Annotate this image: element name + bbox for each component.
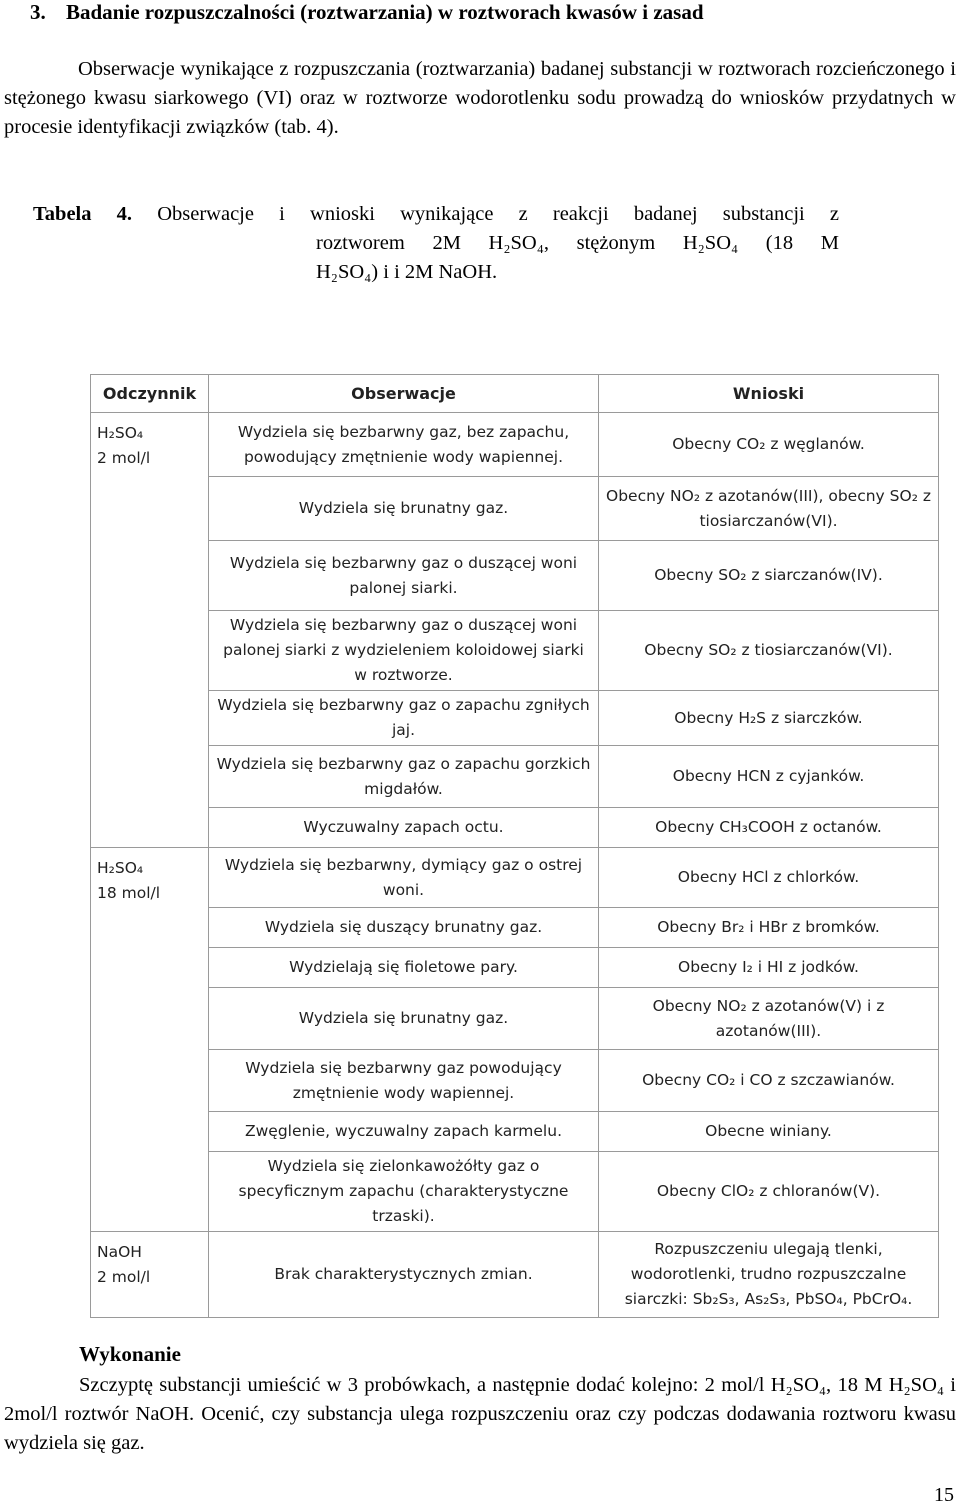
table-row xyxy=(91,848,939,908)
conclusion-cell: Obecny NO₂ z azotanów(III), obecny SO₂ z tiosiarczanów(VI). xyxy=(599,477,939,541)
table-row xyxy=(91,908,939,948)
observation-cell: Wydziela się brunatny gaz. xyxy=(209,988,599,1050)
conclusion-cell: Obecne winiany. xyxy=(599,1112,939,1152)
table-row xyxy=(91,691,939,746)
header-conclusions: Wnioski xyxy=(599,375,939,413)
table-caption xyxy=(33,200,839,287)
reagent-concentration: 2 mol/l xyxy=(97,1268,151,1286)
reagent-cell-conc xyxy=(91,848,209,1232)
header-observations: Obserwacje xyxy=(209,375,599,413)
execution-paragraph: Szczyptę substancji umieścić w 3 probówkach, a następnie dodać kolejno: 2 mol/l H₂SO₄, 18 M H₂SO₄ i 2mol/l roztwór NaOH. Ocenić, czy substancja ulega rozpuszczeniu oraz czy podczas dodawania roztworu kwasu wydziela się gaz. xyxy=(4,1374,956,1454)
conclusion-cell: Obecny CO₂ z węglanów. xyxy=(599,413,939,477)
table-caption-label: Tabela 4. xyxy=(33,203,133,225)
reagent-formula: NaOH xyxy=(97,1243,142,1261)
conclusion-cell: Obecny HCN z cyjanków. xyxy=(599,746,939,808)
observation-cell: Wydziela się bezbarwny gaz, bez zapachu, powodujący zmętnienie wody wapiennej. xyxy=(209,413,599,477)
observation-cell: Wyczuwalny zapach octu. xyxy=(209,808,599,848)
reagent-concentration: 18 mol/l xyxy=(97,884,161,902)
conclusion-cell: Obecny CH₃COOH z octanów. xyxy=(599,808,939,848)
reagent-formula: H₂SO₄ xyxy=(97,424,144,442)
conclusion-cell: Rozpuszczeniu ulegają tlenki, wodorotlenki, trudno rozpuszczalne siarczki: Sb₂S₃, As₂S₃, PbSO₄, PbCrO₄. xyxy=(599,1232,939,1318)
observation-cell: Wydziela się bezbarwny, dymiący gaz o ostrej woni. xyxy=(209,848,599,908)
table-caption-line-3: H₂SO₄) i i 2M NaOH. xyxy=(316,261,498,283)
observation-cell: Wydziela się duszący brunatny gaz. xyxy=(209,908,599,948)
table-row xyxy=(91,988,939,1050)
table-row xyxy=(91,808,939,848)
reagent-cell-naoh xyxy=(91,1232,209,1318)
conclusion-cell: Obecny Br₂ i HBr z bromków. xyxy=(599,908,939,948)
conclusion-cell: Obecny ClO₂ z chloranów(V). xyxy=(599,1152,939,1232)
table-caption-line-1: Obserwacje i wnioski wynikające z reakcji badanej substancji z xyxy=(157,203,839,225)
section-title: Badanie rozpuszczalności (roztwarzania) w roztworach kwasów i zasad xyxy=(66,0,704,24)
observation-cell: Wydzielają się fioletowe pary. xyxy=(209,948,599,988)
observation-cell: Wydziela się bezbarwny gaz o zapachu gorzkich migdałów. xyxy=(209,746,599,808)
table-caption-line-2: roztworem 2M H₂SO₄, stężonym H₂SO₄ (18 M xyxy=(316,232,839,254)
table-row xyxy=(91,1232,939,1318)
intro-paragraph: Obserwacje wynikające z rozpuszczania (roztwarzania) badanej substancji w roztworach rozcieńczonego i stężonego kwasu siarkowego (VI) oraz w roztworze wodorotlenku sodu prowadzą do wniosków przydatnych w procesie identyfikacji związków (tab. 4). xyxy=(4,58,956,138)
conclusion-cell: Obecny SO₂ z tiosiarczanów(VI). xyxy=(599,611,939,691)
conclusion-cell: Obecny H₂S z siarczków. xyxy=(599,691,939,746)
page-number: 15 xyxy=(934,1484,954,1506)
observation-cell: Wydziela się zielonkawożółty gaz o specyficznym zapachu (charakterystyczne trzaski). xyxy=(209,1152,599,1232)
reagent-formula: H₂SO₄ xyxy=(97,859,144,877)
reagent-concentration: 2 mol/l xyxy=(97,449,151,467)
table-row xyxy=(91,1112,939,1152)
table-row xyxy=(91,948,939,988)
observation-cell: Brak charakterystycznych zmian. xyxy=(209,1232,599,1318)
table-row xyxy=(91,413,939,477)
conclusion-cell: Obecny NO₂ z azotanów(V) i z azotanów(III). xyxy=(599,988,939,1050)
observation-cell: Wydziela się bezbarwny gaz o duszącej woni palonej siarki. xyxy=(209,541,599,611)
table-row xyxy=(91,746,939,808)
observation-cell: Wydziela się bezbarwny gaz o duszącej woni palonej siarki z wydzieleniem koloidowej siarki w roztworze. xyxy=(209,611,599,691)
observation-cell: Wydziela się bezbarwny gaz powodujący zmętnienie wody wapiennej. xyxy=(209,1050,599,1112)
conclusion-cell: Obecny I₂ i HI z jodków. xyxy=(599,948,939,988)
table-row xyxy=(91,611,939,691)
conclusion-cell: Obecny SO₂ z siarczanów(IV). xyxy=(599,541,939,611)
section-number: 3. xyxy=(30,0,46,24)
table-row xyxy=(91,541,939,611)
observations-table xyxy=(90,374,939,1318)
table-row xyxy=(91,1050,939,1112)
observation-cell: Wydziela się brunatny gaz. xyxy=(209,477,599,541)
observations-table-wrapper xyxy=(90,374,938,1308)
table-row xyxy=(91,1152,939,1232)
observation-cell: Wydziela się bezbarwny gaz o zapachu zgniłych jaj. xyxy=(209,691,599,746)
execution-title: Wykonanie xyxy=(79,1342,181,1366)
conclusion-cell: Obecny CO₂ i CO z szczawianów. xyxy=(599,1050,939,1112)
reagent-cell-dilute xyxy=(91,413,209,848)
observation-cell: Zwęglenie, wyczuwalny zapach karmelu. xyxy=(209,1112,599,1152)
table-row xyxy=(91,477,939,541)
conclusion-cell: Obecny HCl z chlorków. xyxy=(599,848,939,908)
section-heading xyxy=(30,0,704,25)
header-reagent: Odczynnik xyxy=(91,375,209,413)
